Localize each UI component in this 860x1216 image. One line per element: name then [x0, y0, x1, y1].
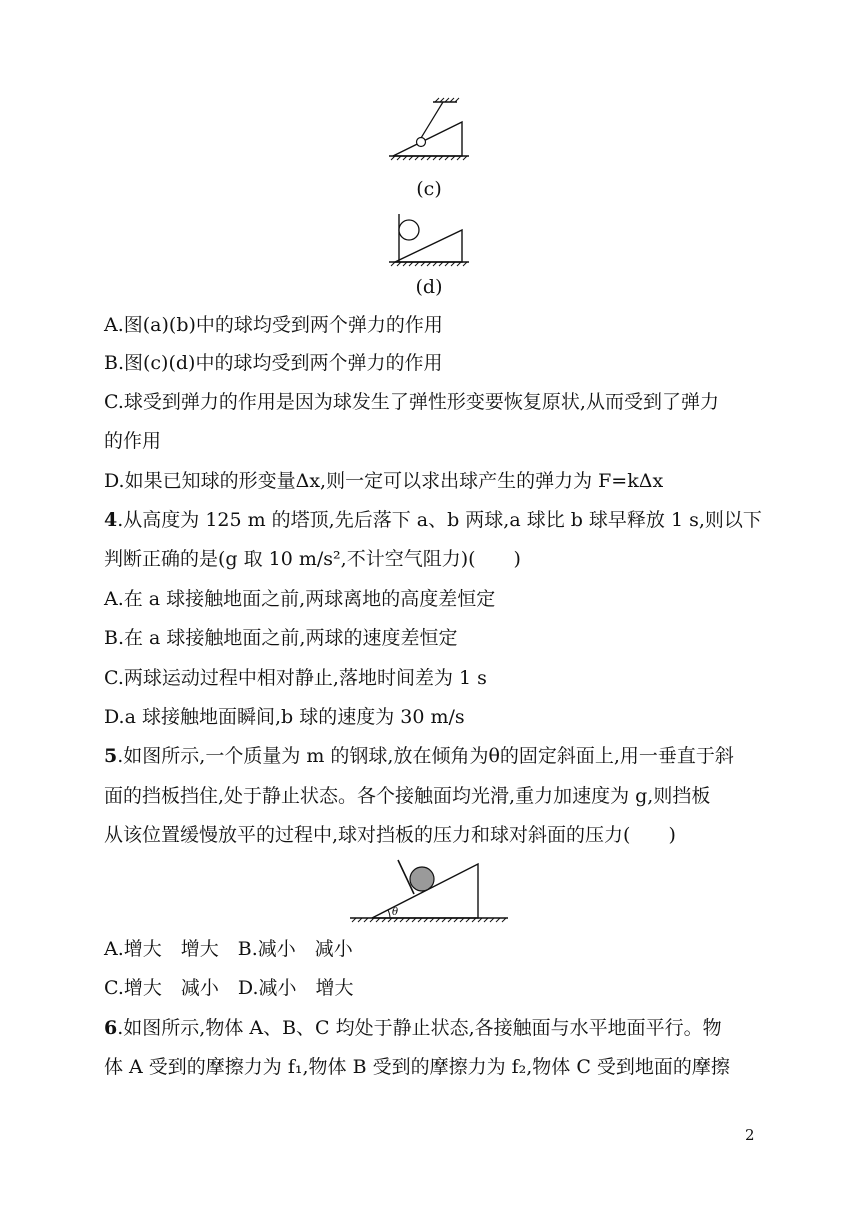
q5-stem-line2: 面的挡板挡住,处于静止状态。各个接触面均光滑,重力加速度为 g,则挡板 [104, 785, 711, 807]
q3-option-d: D.如果已知球的形变量Δx,则一定可以求出球产生的弹力为 F=kΔx [104, 470, 664, 492]
figure-d [385, 208, 475, 270]
q4-option-d: D.a 球接触地面瞬间,b 球的速度为 30 m/s [104, 706, 465, 728]
q4-stem-line2: 判断正确的是(g 取 10 m/s²,不计空气阻力)( ) [104, 548, 521, 570]
q3-option-a: A.图(a)(b)中的球均受到两个弹力的作用 [104, 314, 443, 336]
q5-figure [348, 856, 512, 926]
q6-stem-line1 [104, 1016, 722, 1040]
q6-stem-text: .如图所示,物体 A、B、C 均处于静止状态,各接触面与水平地面平行。物 [117, 1017, 722, 1039]
q6-number: 6 [104, 1017, 118, 1039]
figure-d-caption: (d) [415, 276, 443, 298]
figure-c-drawing [385, 98, 475, 162]
q5-options-line2: C.增大 减小 D.减小 增大 [104, 977, 354, 999]
q3-option-b: B.图(c)(d)中的球均受到两个弹力的作用 [104, 352, 443, 374]
q3-option-c: C.球受到弹力的作用是因为球发生了弹性形变要恢复原状,从而受到了弹力 [104, 391, 719, 413]
q5-number: 5 [104, 745, 118, 767]
q5-stem-text: .如图所示,一个质量为 m 的钢球,放在倾角为θ的固定斜面上,用一垂直于斜 [117, 745, 734, 767]
q4-number: 4 [104, 509, 118, 531]
q6-stem-line2: 体 A 受到的摩擦力为 f₁,物体 B 受到的摩擦力为 f₂,物体 C 受到地面的摩擦 [104, 1056, 730, 1078]
q4-option-c: C.两球运动过程中相对静止,落地时间差为 1 s [104, 667, 487, 689]
q3-option-c-continued: 的作用 [104, 430, 162, 452]
figure-c-caption: (c) [416, 178, 442, 200]
q5-options-line1: A.增大 增大 B.减小 减小 [104, 938, 353, 960]
q5-angle-label: θ [392, 907, 399, 918]
q4-option-b: B.在 a 球接触地面之前,两球的速度差恒定 [104, 627, 458, 649]
q4-option-a: A.在 a 球接触地面之前,两球离地的高度差恒定 [104, 588, 496, 610]
figure-d-drawing [385, 208, 475, 270]
q5-figure-drawing [348, 856, 512, 926]
q5-stem-line3: 从该位置缓慢放平的过程中,球对挡板的压力和球对斜面的压力( ) [104, 824, 676, 846]
q4-stem-text: .从高度为 125 m 的塔顶,先后落下 a、b 两球,a 球比 b 球早释放 1 s,则以下 [117, 509, 762, 531]
figure-c [385, 98, 475, 162]
q4-stem-line1 [104, 508, 762, 532]
page-number: 2 [745, 1126, 755, 1144]
q5-stem-line1 [104, 744, 734, 768]
